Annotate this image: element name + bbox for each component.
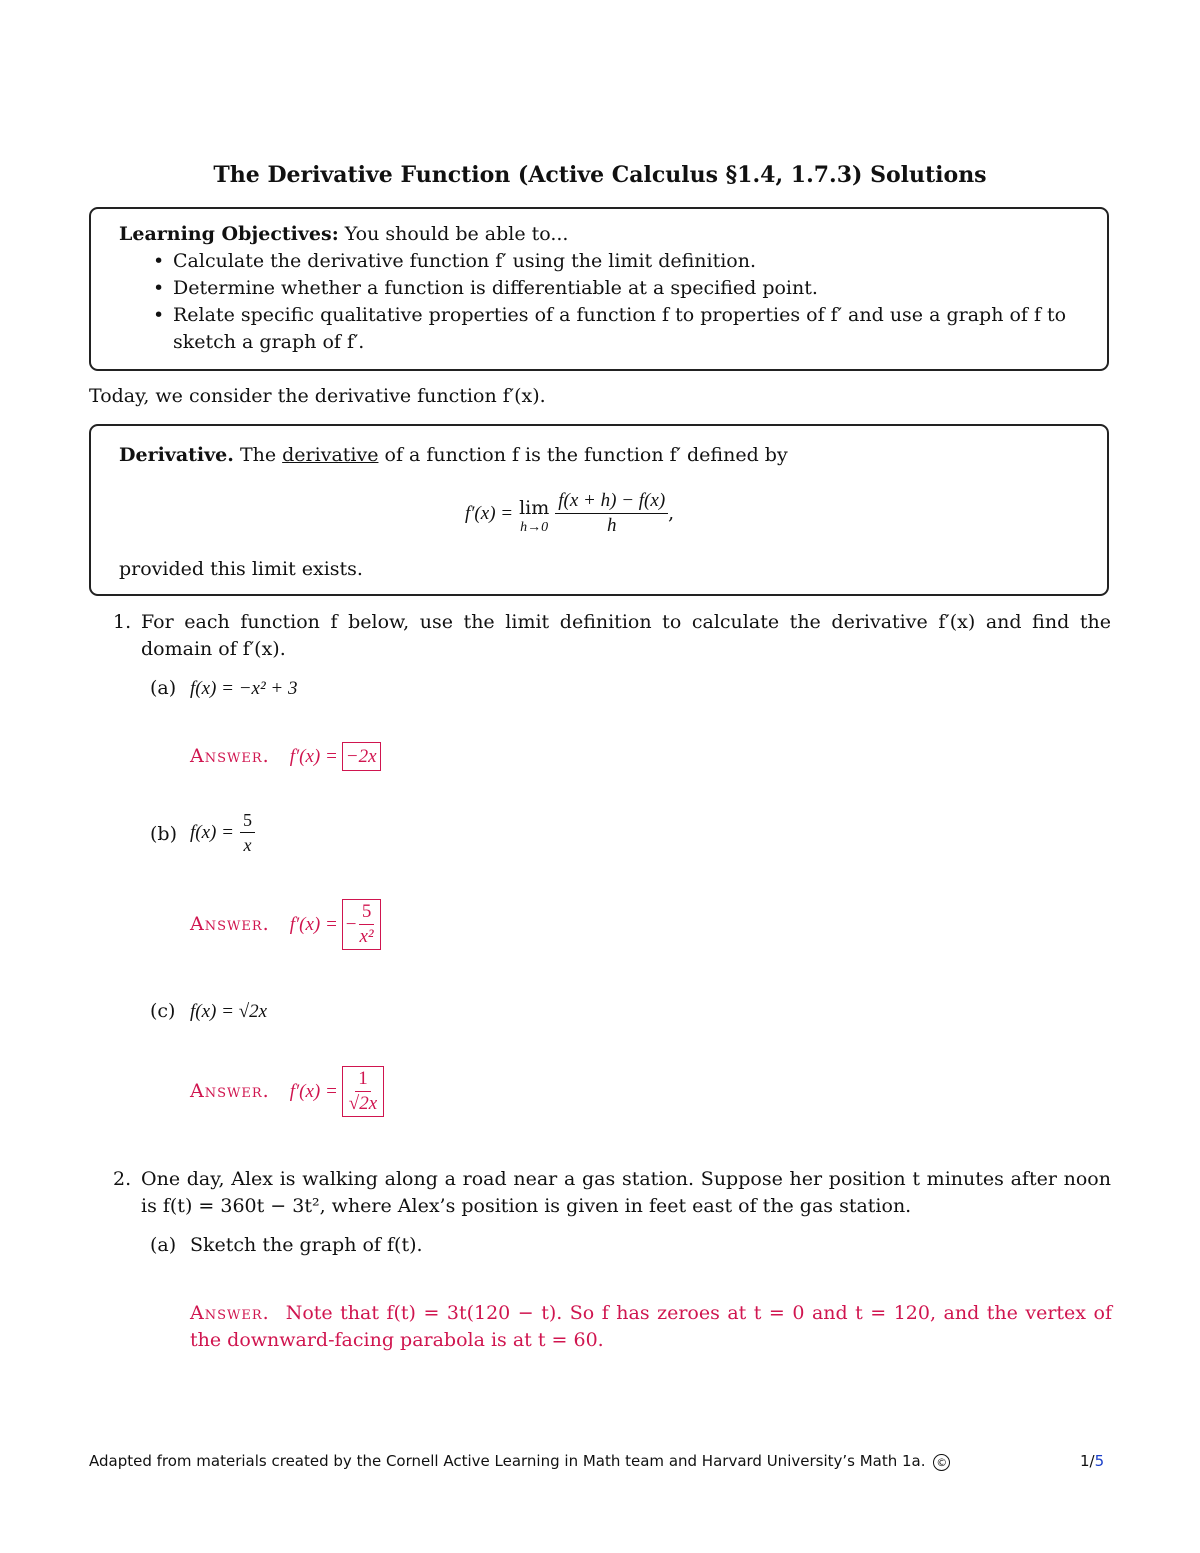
part-2a-answer xyxy=(190,1300,1112,1354)
definition-heading: Derivative. xyxy=(119,444,234,466)
part-1c-answer xyxy=(190,1066,384,1117)
formula-numerator: f(x + h) − f(x) xyxy=(555,489,668,514)
part-2a-label: (a) xyxy=(150,1234,177,1256)
definition-footer: provided this limit exists. xyxy=(119,558,363,580)
question-1-text: For each function f below, use the limit definition to calculate the derivative f′(x) and find the domain of f′(x). xyxy=(141,611,1111,660)
page-number xyxy=(1080,1452,1104,1470)
answer-label: Answer. xyxy=(190,1302,270,1324)
formula-denominator: h xyxy=(606,514,617,536)
answer-denominator: x² xyxy=(359,926,374,947)
footer-attribution xyxy=(89,1452,950,1471)
formula-lim: lim xyxy=(519,497,550,519)
answer-lhs: f′(x) = xyxy=(289,746,338,767)
answer-box xyxy=(342,899,381,950)
answer-box xyxy=(342,1066,384,1117)
answer-box: −2x xyxy=(342,742,381,771)
list-item: • Determine whether a function is differentiable at a specified point. xyxy=(119,275,1079,302)
definition-text-post: of a function f is the function f′ defined by xyxy=(384,444,788,466)
definition-box xyxy=(89,424,1109,596)
definition-text-pre: The xyxy=(239,444,277,466)
part-1b-label: (b) xyxy=(150,823,177,845)
answer-label: Answer. xyxy=(190,913,270,935)
list-item: • Calculate the derivative function f′ using the limit definition. xyxy=(119,248,1079,275)
part-1c-function: f(x) = √2x xyxy=(190,1001,268,1022)
answer-numerator: 5 xyxy=(359,900,375,925)
objectives-box xyxy=(89,207,1109,371)
page-sep: / xyxy=(1089,1452,1095,1470)
question-1-number: 1. xyxy=(113,611,132,633)
answer-sign: − xyxy=(345,914,357,935)
copyright-icon: © xyxy=(933,1454,950,1471)
function-denominator: x xyxy=(243,835,252,855)
objectives-list xyxy=(119,248,1079,356)
part-1b-function xyxy=(190,808,255,857)
formula-lhs: f′(x) = xyxy=(465,502,514,524)
page-total-link[interactable]: 5 xyxy=(1094,1452,1105,1470)
function-numerator: 5 xyxy=(240,808,255,833)
part-1c-label: (c) xyxy=(150,1000,176,1022)
footer-text: Adapted from materials created by the Cornell Active Learning in Math team and Harvard University’s Math 1a. xyxy=(89,1452,926,1470)
answer-denominator: √2x xyxy=(348,1093,378,1114)
objectives-intro: You should be able to... xyxy=(344,223,569,245)
question-2-number: 2. xyxy=(113,1168,132,1190)
part-1a-label: (a) xyxy=(150,677,177,699)
formula-lim-sub: h→0 xyxy=(520,520,549,535)
part-1b-answer xyxy=(190,899,381,950)
intro-sentence: Today, we consider the derivative function f′(x). xyxy=(89,385,546,407)
answer-label: Answer. xyxy=(190,1080,270,1102)
part-2a-text: Sketch the graph of f(t). xyxy=(190,1234,423,1256)
list-item: • Relate specific qualitative properties of a function f to properties of f′ and use a graph of f to sketch a graph of f′. xyxy=(119,302,1079,356)
formula-comma: , xyxy=(668,501,675,524)
answer-lhs: f′(x) = xyxy=(289,1081,338,1102)
part-1a-answer xyxy=(190,742,381,771)
answer-numerator: 1 xyxy=(355,1067,371,1092)
page-current: 1 xyxy=(1080,1452,1090,1470)
answer-lhs: f′(x) = xyxy=(289,914,338,935)
definition-formula xyxy=(465,488,674,538)
answer-text: Note that f(t) = 3t(120 − t). So f has zeroes at t = 0 and t = 120, and the vertex of the downward-facing parabola is at t = 60. xyxy=(190,1302,1112,1351)
page-title: The Derivative Function (Active Calculus §1.4, 1.7.3) Solutions xyxy=(213,162,987,188)
answer-label: Answer. xyxy=(190,745,270,767)
definition-term: derivative xyxy=(282,444,379,466)
part-1a-function: f(x) = −x² + 3 xyxy=(190,678,298,699)
objectives-heading: Learning Objectives: xyxy=(119,223,339,245)
question-2-text: One day, Alex is walking along a road near a gas station. Suppose her position t minutes after noon is f(t) = 360t − 3t², where Alex’s position is given in feet east of the gas station. xyxy=(141,1168,1111,1217)
function-lhs: f(x) = xyxy=(190,822,234,843)
